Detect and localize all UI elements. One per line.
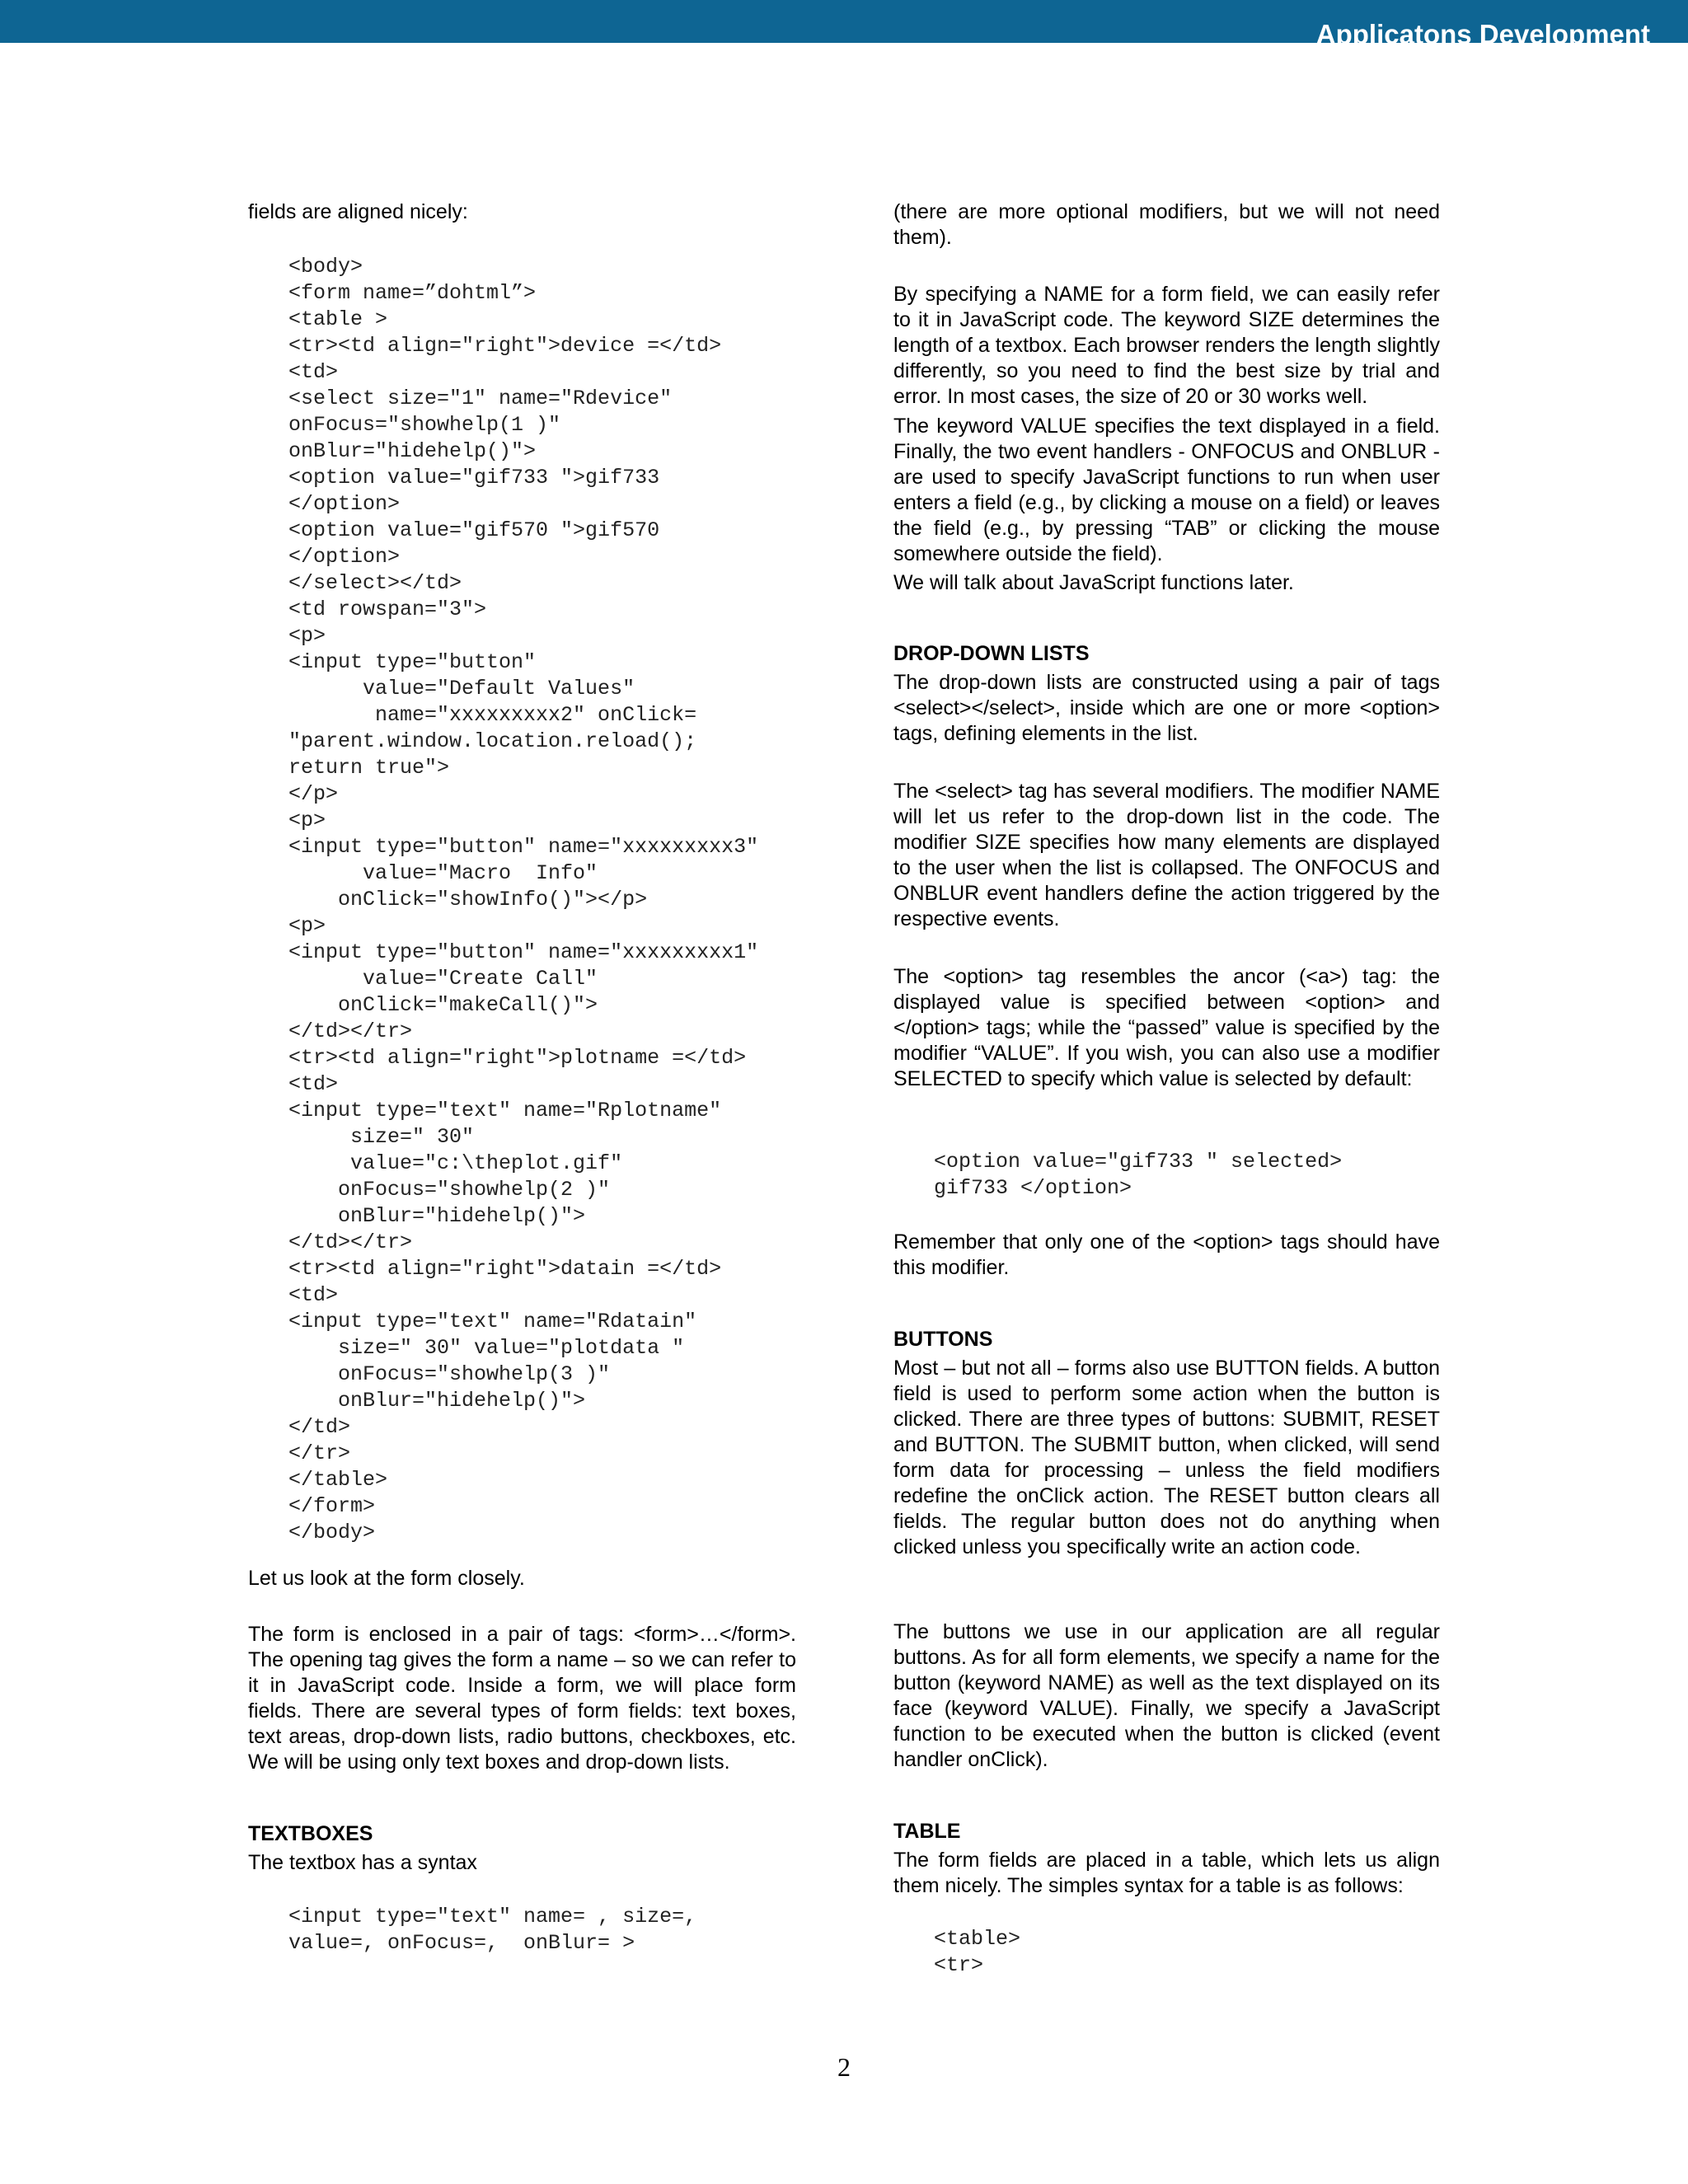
form-paragraph: The form is enclosed in a pair of tags: <form>…</form>. The opening tag gives the form a name – so we can refer to it in JavaScript code. Inside a form, we will place form fields. There are several types of form fields: text boxes, text areas, drop-down lists, radio buttons, checkboxes, etc. We will be using only text boxes and drop-down lists.: [248, 1623, 796, 1774]
remember-text: Remember that only one of the <option> tags should have this modifier.: [893, 1230, 1440, 1279]
buttons-heading: BUTTONS: [893, 1328, 993, 1351]
talk-later-text: We will talk about JavaScript functions later.: [893, 571, 1294, 594]
look-text: Let us look at the form closely.: [248, 1567, 525, 1590]
name-size-paragraph: By specifying a NAME for a form field, we can easily refer to it in JavaScript code. The keyword SIZE determines the length of a textbox. Each browser renders the length slightly differently, so you need to find the best size by trial and error. In most cases, the size of 20 or 30 works well.: [893, 283, 1440, 408]
header-title: Applicatons Development: [1315, 19, 1650, 49]
intro-text: fields are aligned nicely:: [248, 200, 468, 223]
dropdown-intro: The drop-down lists are constructed using a pair of tags <select></select>, inside which are one or more <option> tags, defining elements in the list.: [893, 671, 1440, 745]
table-heading: TABLE: [893, 1820, 961, 1843]
buttons-paragraph: Most – but not all – forms also use BUTTON fields. A button field is used to perform some action when the button is clicked. There are three types of buttons: SUBMIT, RESET and BUTTON. The SUBMIT button, when clicked, will send form data for processing – unless the field modifiers redefine the onClick action. The RESET button clears all fields. The regular button does not do anything when clicked unless you specifically write an action code.: [893, 1357, 1440, 1558]
textboxes-heading: TEXTBOXES: [248, 1822, 373, 1845]
textbox-syntax-text: The textbox has a syntax: [248, 1851, 477, 1874]
page-number: 2: [837, 2052, 851, 2082]
value-events-paragraph: The keyword VALUE specifies the text displayed in a field. Finally, the two event handlers - ONFOCUS and ONBLUR - are used to specify JavaScript functions to run when user enters a field (e.g., by clicking a mouse on a field) or leaves the field (e.g., by pressing “TAB” or clicking the mouse somewhere outside the field).: [893, 415, 1440, 565]
buttons-paragraph-2: The buttons we use in our application are all regular buttons. As for all form elements, we specify a name for the button (keyword NAME) as well as the text displayed on its face (keyword VALUE). Finally, we specify a JavaScript function to be executed when the button is clicked (event handler onClick).: [893, 1620, 1440, 1771]
table-code-block: <table> <tr>: [934, 1927, 1021, 1977]
table-paragraph: The form fields are placed in a table, which lets us align them nicely. The simples syntax for a table is as follows:: [893, 1849, 1440, 1897]
textbox-code-block: <input type="text" name= , size=, value=, onFocus=, onBlur= >: [288, 1905, 697, 1955]
modifiers-note: (there are more optional modifiers, but we will not need them).: [893, 200, 1440, 249]
dropdown-heading: DROP-DOWN LISTS: [893, 642, 1090, 665]
form-code-block: <body> <form name=”dohtml”> <table > <tr><td align="right">device =</td> <td> <select size="1" name="Rdevice" onFocus="showhelp(1 )" onBlur="hidehelp()"> <option value="gif733 ">gif733 </option> <option value="gif570 ">gif570 </option> </select></td> <td rowspan="3"> <p> <input type="button" value="Default Values" name="xxxxxxxxx2" onClick= "parent.window.location.reload(); return true"> </p> <p> <input type="button" name="xxxxxxxxx3" value="Macro Info" onClick="showInfo()"></p> <p> <input type="button" name="xxxxxxxxx1" value="Create Call" onClick="makeCall()"> </td></tr> <tr><td align="right">plotname =</td> <td> <input type="text" name="Rplotname" size=" 30" value="c:\theplot.gif" onFocus="showhelp(2 )" onBlur="hidehelp()"> </td></tr> <tr><td align="right">datain =</td> <td> <input type="text" name="Rdatain" size=" 30" value="plotdata " onFocus="showhelp(3 )" onBlur="hidehelp()"> </td> </tr> </table> </form> </body>: [288, 255, 759, 1544]
option-paragraph: The <option> tag resembles the ancor (<a>) tag: the displayed value is specified between <option> and </option> tags; while the “passed” value is specified by the modifier “VALUE”. If you wish, you can also use a modifier SELECTED to specify which value is selected by default:: [893, 965, 1440, 1090]
option-code-block: <option value="gif733 " selected> gif733 </option>: [934, 1150, 1343, 1200]
select-paragraph: The <select> tag has several modifiers. The modifier NAME will let us refer to the drop-down list in the code. The modifier SIZE specifies how many elements are displayed to the user when the list is collapsed. The ONFOCUS and ONBLUR event handlers define the action triggered by the respective events.: [893, 780, 1440, 930]
